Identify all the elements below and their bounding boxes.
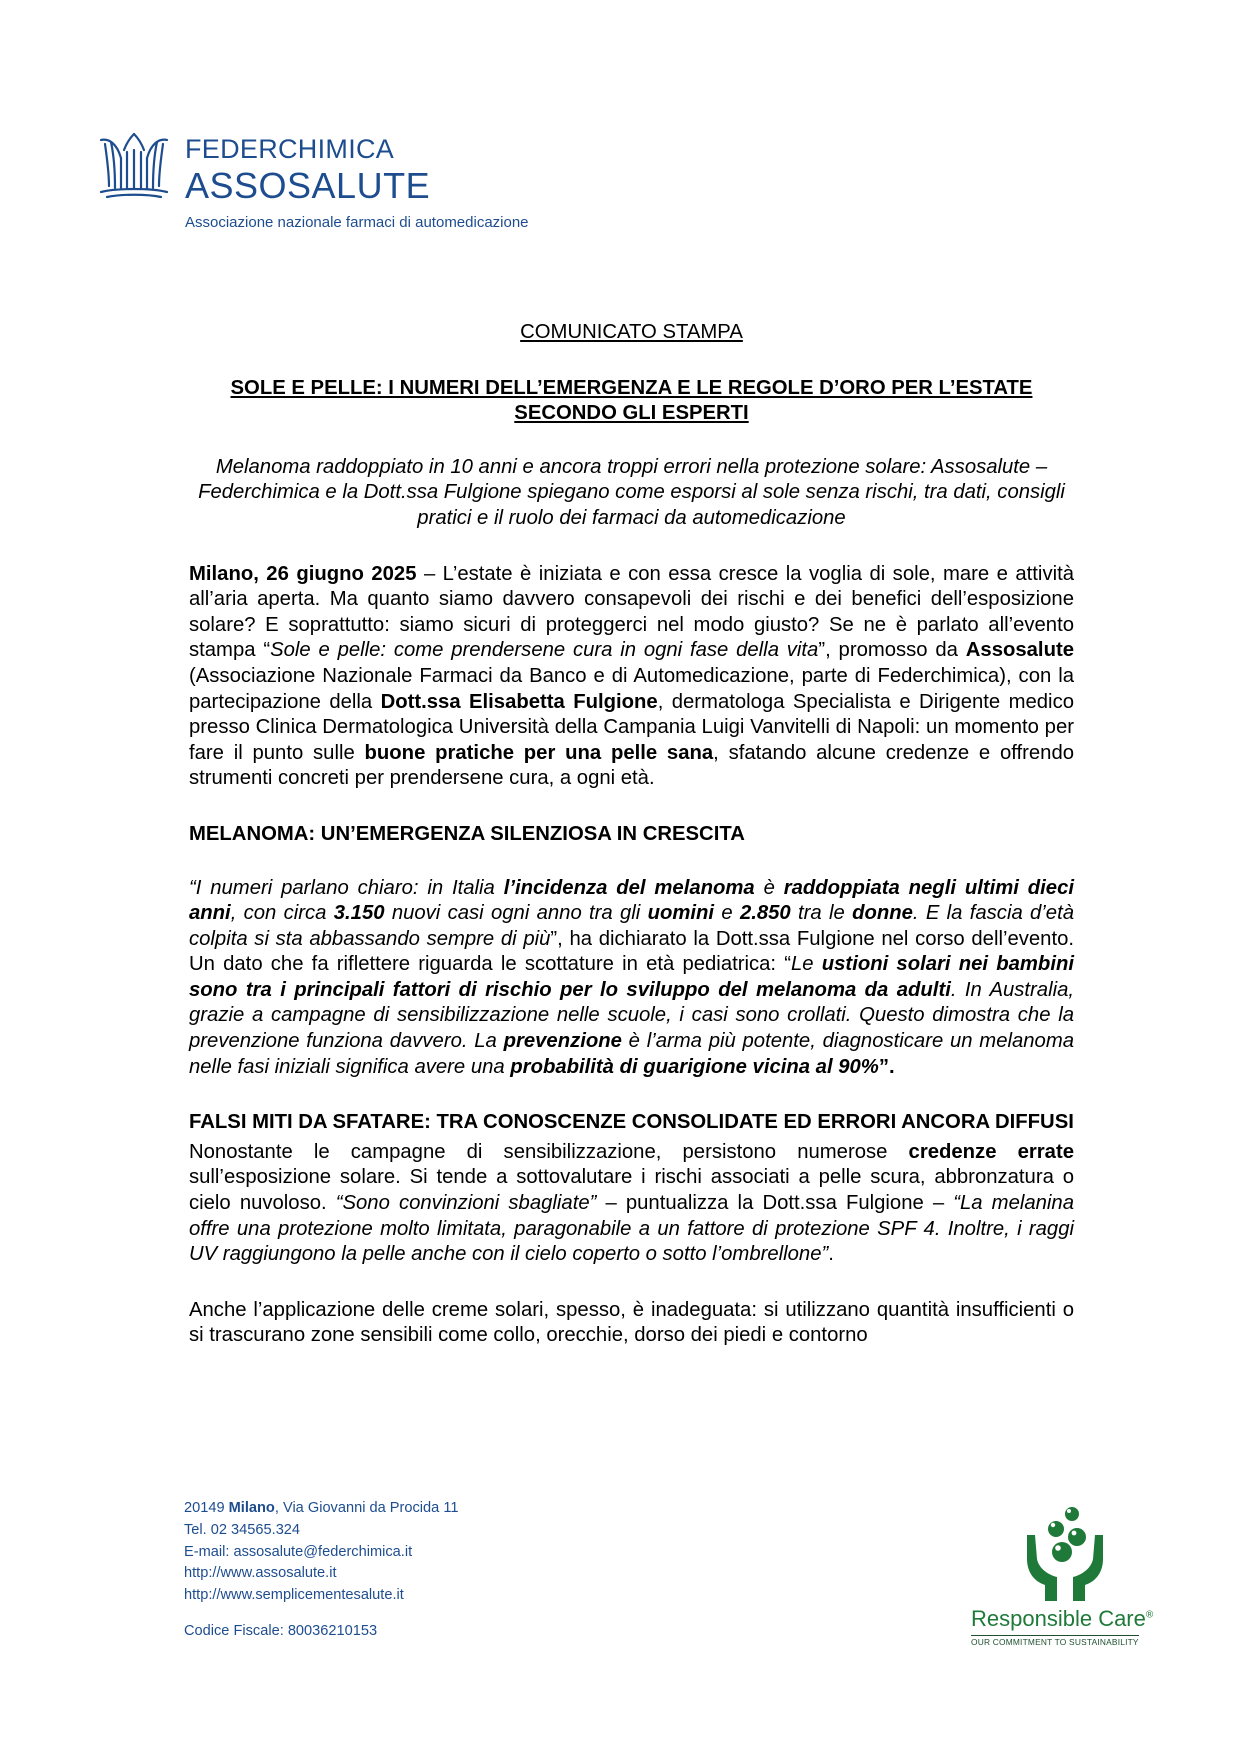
section-heading-melanoma: MELANOMA: UN’EMERGENZA SILENZIOSA IN CRESCITA bbox=[189, 822, 745, 845]
dateline: Milano, 26 giugno 2025 bbox=[189, 562, 417, 585]
doctor-name: Dott.ssa Elisabetta Fulgione bbox=[380, 690, 658, 713]
footer-fiscal-code: Codice Fiscale: 80036210153 bbox=[184, 1622, 378, 1639]
press-release-kicker: COMUNICATO STAMPA bbox=[520, 321, 743, 343]
logo-assosalute-text: ASSOSALUTE bbox=[185, 165, 431, 206]
responsible-care-logo bbox=[965, 1505, 1165, 1645]
subheadline: Melanoma raddoppiato in 10 anni e ancora troppi errori nella protezione solare: Assosalute – Federchimica e la Dott.ssa Fulgione spiegano come esporsi al sole senza rischi, tra dati, consigli pratici e il ruolo dei farmaci da automedicazione bbox=[198, 455, 1065, 529]
org-name: Assosalute bbox=[965, 639, 1074, 662]
logo-tagline: Associazione nazionale farmaci di automedicazione bbox=[185, 214, 529, 231]
logo-federchimica-text: FEDERCHIMICA bbox=[185, 134, 395, 164]
section-heading-myths: FALSI MITI DA SFATARE: TRA CONOSCENZE CONSOLIDATE ED ERRORI ANCORA DIFFUSI bbox=[189, 1111, 1074, 1134]
footer-address: 20149 Milano, Via Giovanni da Procida 11 bbox=[184, 1500, 459, 1516]
footer-website-link[interactable]: http://www.assosalute.it bbox=[184, 1565, 337, 1582]
federchimica-eagle-icon bbox=[97, 128, 171, 200]
myths-paragraph: Nonostante le campagne di sensibilizzazione, persistono numerose credenze errate sull’esposizione solare. Si tende a sottovalutare i rischi associati a pelle scura, abbronzatura o cielo nuvoloso. “Sono convinzioni sbagliate” – puntualizza la Dott.ssa Fulgione – “La melanina offre una protezione molto limitata, paragonabile a un fattore di protezione SPF 4. Inoltre, i raggi UV raggiungono la pelle anche con il cielo coperto o sotto l’ombrellone”. bbox=[189, 1140, 1074, 1266]
intro-paragraph: Milano, 26 giugno 2025 – L’estate è iniziata e con essa cresce la voglia di sole, mare e attività all’aria aperta. Ma quanto siamo davvero consapevoli dei rischi e dei benefici dell’esposizione solare? E soprattutto: siamo sicuri di proteggerci nel modo giusto? Se ne è parlato all’evento stampa “Sole e pelle: come prendersene cura in ogni fase della vita”, promosso da Assosalute (Associazione Nazionale Farmaci da Banco e di Automedicazione, parte di Federchimica), con la partecipazione della Dott.ssa Elisabetta Fulgione, dermatologa Specialista e Dirigente medico presso Clinica Dermatologica Università della Campania Luigi Vanvitelli di Napoli: un momento per fare il punto sulle buone pratiche per una pelle sana, sfatando alcune credenze e offrendo strumenti concreti per prendersene cura, a ogni età. bbox=[189, 562, 1074, 790]
footer-phone: Tel. 02 34565.324 bbox=[184, 1521, 301, 1538]
page-title: SOLE E PELLE: I NUMERI DELL’EMERGENZA E LE REGOLE D’ORO PER L’ESTATE SECONDO GLI ESPERTI bbox=[230, 376, 1033, 425]
responsible-care-tagline: OUR COMMITMENT TO SUSTAINABILITY bbox=[971, 1637, 1139, 1647]
event-title: Sole e pelle: come prendersene cura in ogni fase della vita bbox=[270, 639, 819, 662]
press-release-body bbox=[189, 320, 1074, 1349]
footer-email[interactable]: E-mail: assosalute@federchimica.it bbox=[184, 1543, 413, 1560]
footer-contacts bbox=[184, 1498, 458, 1643]
responsible-care-hands-icon bbox=[1025, 1505, 1105, 1603]
melanoma-paragraph: “I numeri parlano chiaro: in Italia l’incidenza del melanoma è raddoppiata negli ultimi dieci anni, con circa 3.150 nuovi casi ogni anno tra gli uomini e 2.850 tra le donne. E la fascia d’età colpita si sta abbassando sempre di più”, ha dichiarato la Dott.ssa Fulgione nel corso dell’evento. Un dato che fa riflettere riguarda le scottature in età pediatrica: “Le ustioni solari nei bambini sono tra i principali fattori di rischio per lo sviluppo del melanoma da adulti. In Australia, grazie a campagne di sensibilizzazione nelle scuole, i casi sono crollati. Questo dimostra che la prevenzione funziona davvero. La prevenzione è l’arma più potente, diagnosticare un melanoma nelle fasi iniziali significa avere una probabilità di guarigione vicina al 90%”. bbox=[189, 876, 1075, 1078]
footer-website-link-2[interactable]: http://www.semplicementesalute.it bbox=[184, 1587, 404, 1604]
sunscreen-paragraph: Anche l’applicazione delle creme solari, spesso, è inadeguata: si utilizzano quantità insufficienti o si trascurano zone sensibili come collo, orecchie, dorso dei piedi e contorno bbox=[189, 1298, 1074, 1347]
responsible-care-title: Responsible Care® bbox=[971, 1606, 1154, 1631]
assosalute-logo bbox=[97, 128, 567, 238]
